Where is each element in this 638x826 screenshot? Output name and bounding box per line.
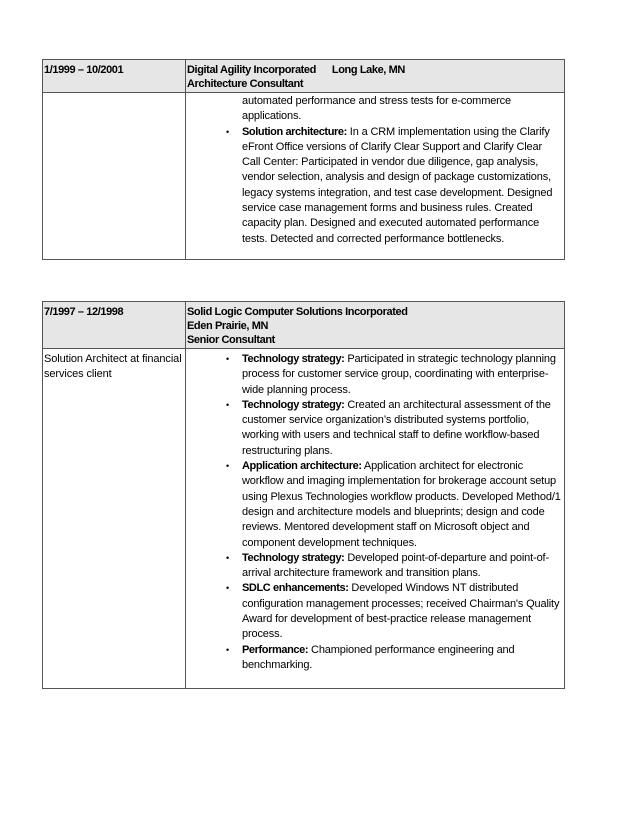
bullet-text: In a CRM implementation using the Clarify eFront Office versions of Clarify Clear Support and Clarify Clear Call Center: Participated in vendor due diligence, gap analysis, vendor selection, analysis and design of package customizations, legacy systems integration, and test case development. Designed service case management forms and business rules. Created capacity plan. Designed and executed automated performance tests. Detected and corrected performance bottlenecks. (242, 125, 553, 245)
bullet-label: Application architecture: (242, 460, 362, 473)
bullet-icon: • (226, 552, 230, 563)
bullet-icon: • (226, 583, 230, 594)
bullet-icon: • (226, 644, 230, 655)
company-and-location: Digital Agility Incorporated Long Lake, MN (187, 64, 405, 76)
bullet-label: Performance: (242, 643, 309, 656)
job-table-digital-agility (42, 59, 565, 260)
bullet-label: SDLC enhancements: (242, 582, 349, 595)
job-title: Architecture Consultant (187, 78, 304, 90)
list-item (186, 551, 564, 582)
list-item (186, 643, 564, 674)
job-details-cell (186, 93, 565, 260)
job-dates: 7/1997 – 12/1998 (44, 306, 124, 318)
job-title: Senior Consultant (187, 334, 275, 346)
bullet-text: Application architect for electronic workflow and imaging implementation for brokerage account setup using Plexus Technologies workflow products. Developed Method/1 design and architecture models and blueprints; design and code reviews. Mentored development staff on Microsoft object and component development techniques. (242, 460, 561, 549)
job-dates-cell (43, 302, 186, 349)
bullet-label: Technology strategy: (242, 398, 345, 411)
bullet-icon: • (226, 354, 230, 364)
bullet-text: Created an architectural assessment of the customer service organization’s distributed systems portfolio, working with users and technical staff to define workflow-based restructuring plans. (242, 398, 551, 457)
job-details-cell (186, 349, 565, 689)
company-location: Eden Prairie, MN (187, 320, 269, 332)
job-header-row (43, 302, 565, 349)
bullet-text: Championed performance engineering and benchmarking. (242, 643, 515, 671)
bullet-text: Developed Windows NT distributed configuration management processes; received Chairman's Quality Award for development of best-practice release management process. (242, 582, 560, 641)
bullet-text: Participated in strategic technology planning process for customer service group, coordinating with enterprise-wide planning process. (242, 353, 556, 396)
list-item (186, 581, 564, 642)
job-table-solid-logic (42, 301, 565, 689)
list-item (186, 125, 564, 247)
job-side-text: Solution Architect at financial services client (44, 353, 182, 381)
bullet-icon: • (226, 461, 230, 472)
job-dates: 1/1999 – 10/2001 (44, 64, 124, 76)
bullet-label: Solution architecture: (242, 125, 347, 138)
job-body-row (43, 349, 565, 689)
job1-bullet-list (186, 125, 564, 251)
list-item (186, 459, 564, 551)
bullet-label: Technology strategy: (242, 353, 345, 365)
job-side-cell (43, 349, 186, 689)
bullet-text: Developed point-of-departure and point-of-arrival architecture framework and transition plans. (242, 551, 549, 580)
job-side-cell (43, 93, 186, 260)
bullet-label: Technology strategy: (242, 551, 345, 564)
list-item (186, 352, 564, 398)
job-side-text (43, 93, 185, 96)
list-item (186, 398, 564, 459)
job-company-cell (186, 302, 565, 349)
job-company-cell (186, 60, 565, 93)
continued-text: automated performance and stress tests for e-commerce applications. (242, 95, 512, 123)
job-header-row (43, 60, 565, 93)
job-body-row (43, 93, 565, 260)
job2-bullet-list (186, 349, 564, 677)
bullet-icon: • (226, 126, 230, 137)
company-name: Solid Logic Computer Solutions Incorporated (187, 306, 408, 318)
bullet-icon: • (226, 399, 230, 410)
job-dates-cell (43, 60, 186, 93)
